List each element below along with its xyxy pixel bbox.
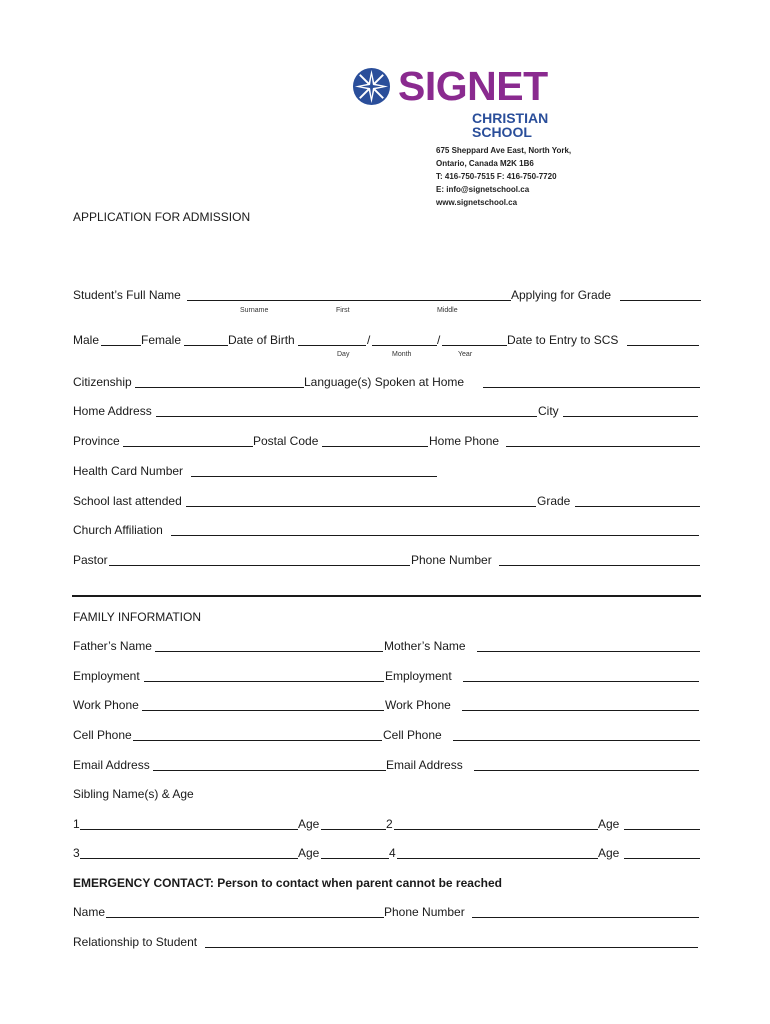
languages-field[interactable] xyxy=(483,387,700,388)
mother-employment-label: Employment xyxy=(385,669,452,683)
female-field[interactable] xyxy=(184,345,228,346)
languages-label: Language(s) Spoken at Home xyxy=(304,375,465,389)
relationship-label: Relationship to Student xyxy=(73,935,198,949)
sibling-3-age-field[interactable] xyxy=(321,858,389,859)
father-email-label: Email Address xyxy=(73,758,150,772)
entry-date-field[interactable] xyxy=(627,345,699,346)
mother-cell-phone-field[interactable] xyxy=(453,740,700,741)
full-name-label: Student’s Full Name xyxy=(73,288,181,302)
church-label: Church Affiliation xyxy=(73,523,163,537)
pastor-phone-field[interactable] xyxy=(499,565,700,566)
dob-slash-1: / xyxy=(367,333,371,347)
address-line-1: 675 Sheppard Ave East, North York, xyxy=(436,146,572,155)
emergency-name-field[interactable] xyxy=(106,917,384,918)
compass-cross-emblem-icon xyxy=(352,67,391,106)
health-card-field[interactable] xyxy=(191,476,437,477)
postal-code-field[interactable] xyxy=(322,446,428,447)
logo-school: SCHOOL xyxy=(472,124,532,140)
sibling-2-age-label: Age xyxy=(598,817,620,831)
mother-email-label: Email Address xyxy=(386,758,463,772)
siblings-label: Sibling Name(s) & Age xyxy=(73,787,194,801)
citizenship-field[interactable] xyxy=(135,387,304,388)
city-field[interactable] xyxy=(563,416,698,417)
mother-work-phone-field[interactable] xyxy=(462,710,699,711)
middle-caption: Middle xyxy=(437,307,458,314)
email-line: E: info@signetschool.ca xyxy=(436,185,530,194)
sibling-1-number: 1 xyxy=(73,817,80,831)
first-caption: First xyxy=(336,307,350,314)
applying-grade-label: Applying for Grade xyxy=(511,288,612,302)
full-name-field[interactable] xyxy=(187,300,511,301)
pastor-field[interactable] xyxy=(109,565,410,566)
sibling-1-name-field[interactable] xyxy=(80,829,298,830)
province-field[interactable] xyxy=(123,446,253,447)
father-employment-field[interactable] xyxy=(144,681,384,682)
mother-employment-field[interactable] xyxy=(463,681,699,682)
female-label: Female xyxy=(141,333,182,347)
mother-cell-phone-label: Cell Phone xyxy=(383,728,442,742)
emergency-phone-label: Phone Number xyxy=(384,905,465,919)
home-phone-label: Home Phone xyxy=(429,434,500,448)
grade-label: Grade xyxy=(537,494,571,508)
day-caption: Day xyxy=(337,351,350,358)
home-address-label: Home Address xyxy=(73,404,152,418)
home-address-field[interactable] xyxy=(156,416,537,417)
sibling-1-age-label: Age xyxy=(298,817,320,831)
website-line: www.signetschool.ca xyxy=(436,198,518,207)
sibling-3-age-label: Age xyxy=(298,846,320,860)
applying-grade-field[interactable] xyxy=(620,300,701,301)
postal-code-label: Postal Code xyxy=(253,434,319,448)
sibling-4-age-label: Age xyxy=(598,846,620,860)
dob-slash-2: / xyxy=(437,333,441,347)
male-field[interactable] xyxy=(101,345,141,346)
surname-caption: Surname xyxy=(240,307,269,314)
page-title: APPLICATION FOR ADMISSION xyxy=(73,210,251,224)
sibling-2-age-field[interactable] xyxy=(624,829,700,830)
citizenship-label: Citizenship xyxy=(73,375,132,389)
father-name-label: Father’s Name xyxy=(73,639,152,653)
emergency-name-label: Name xyxy=(73,905,106,919)
male-label: Male xyxy=(73,333,100,347)
relationship-field[interactable] xyxy=(205,947,698,948)
dob-day-field[interactable] xyxy=(298,345,366,346)
father-work-phone-label: Work Phone xyxy=(73,698,139,712)
father-work-phone-field[interactable] xyxy=(142,710,384,711)
father-cell-phone-label: Cell Phone xyxy=(73,728,132,742)
mother-email-field[interactable] xyxy=(474,770,699,771)
father-employment-label: Employment xyxy=(73,669,140,683)
emergency-heading: EMERGENCY CONTACT: Person to contact when parent cannot be reached xyxy=(73,876,502,890)
year-caption: Year xyxy=(458,351,473,358)
phone-fax-line: T: 416-750-7515 F: 416-750-7720 xyxy=(436,172,557,181)
address-line-2: Ontario, Canada M2K 1B6 xyxy=(436,159,534,168)
grade-field[interactable] xyxy=(575,506,700,507)
health-card-label: Health Card Number xyxy=(73,464,184,478)
pastor-phone-label: Phone Number xyxy=(411,553,492,567)
school-last-field[interactable] xyxy=(186,506,536,507)
father-name-field[interactable] xyxy=(155,651,383,652)
sibling-4-number: 4 xyxy=(389,846,396,860)
entry-date-label: Date to Entry to SCS xyxy=(507,333,619,347)
sibling-2-name-field[interactable] xyxy=(394,829,598,830)
school-last-label: School last attended xyxy=(73,494,182,508)
logo-wordmark: SIGNET xyxy=(398,63,548,109)
sibling-3-name-field[interactable] xyxy=(80,858,298,859)
section-divider xyxy=(72,595,701,597)
sibling-1-age-field[interactable] xyxy=(321,829,386,830)
sibling-3-number: 3 xyxy=(73,846,80,860)
province-label: Province xyxy=(73,434,120,448)
sibling-4-age-field[interactable] xyxy=(624,858,700,859)
mother-work-phone-label: Work Phone xyxy=(385,698,451,712)
city-label: City xyxy=(538,404,559,418)
dob-month-field[interactable] xyxy=(372,345,437,346)
father-email-field[interactable] xyxy=(153,770,386,771)
logo-christian: CHRISTIAN xyxy=(472,110,549,126)
sibling-2-number: 2 xyxy=(386,817,393,831)
sibling-4-name-field[interactable] xyxy=(397,858,598,859)
month-caption: Month xyxy=(392,351,412,358)
mother-name-field[interactable] xyxy=(477,651,700,652)
mother-name-label: Mother’s Name xyxy=(384,639,466,653)
dob-year-field[interactable] xyxy=(442,345,507,346)
father-cell-phone-field[interactable] xyxy=(133,740,382,741)
dob-label: Date of Birth xyxy=(228,333,295,347)
church-field[interactable] xyxy=(171,535,699,536)
emergency-phone-field[interactable] xyxy=(472,917,699,918)
home-phone-field[interactable] xyxy=(506,446,700,447)
family-heading: FAMILY INFORMATION xyxy=(73,610,202,624)
pastor-label: Pastor xyxy=(73,553,108,567)
